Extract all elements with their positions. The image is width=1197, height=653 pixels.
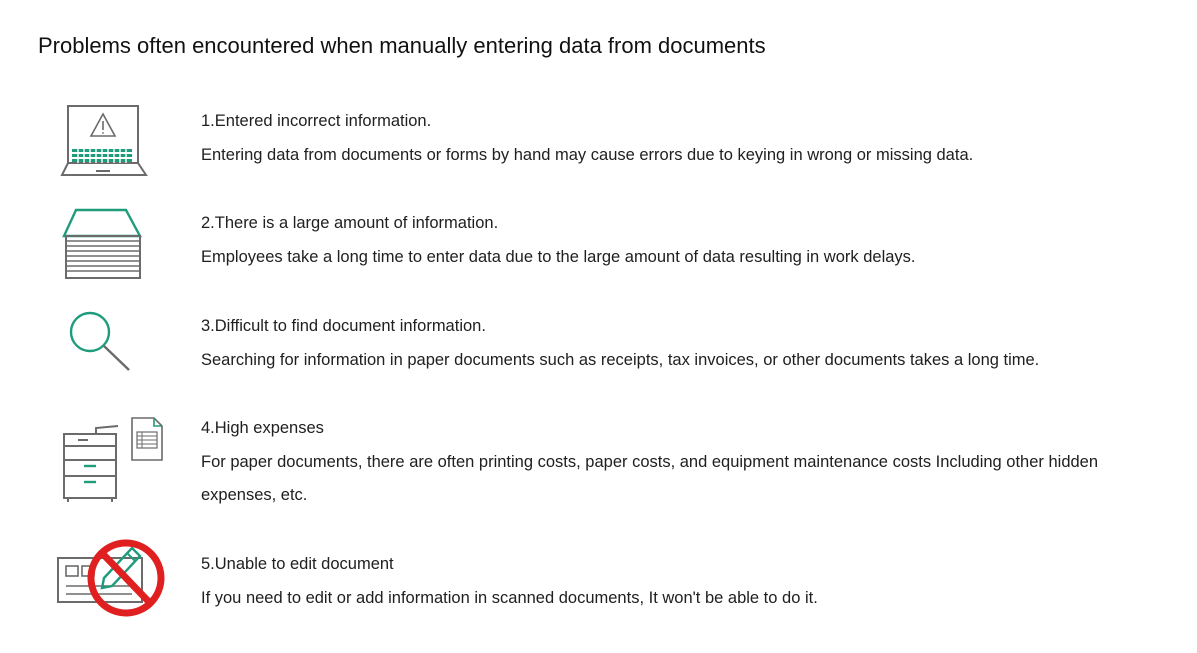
problem-title-2: 2.There is a large amount of information. [201, 214, 499, 232]
problem-description-1: Entering data from documents or forms by hand may cause errors due to keying in wrong or missing data. [201, 146, 974, 164]
problem-title-3: 3.Difficult to find document information. [201, 317, 486, 335]
problem-title-5: 5.Unable to edit document [201, 555, 394, 573]
paper-stack-icon [62, 206, 146, 282]
problem-description-4: For paper documents, there are often printing costs, paper costs, and equipment maintenance costs Including other hidden expenses, etc. [201, 453, 1099, 504]
printer-document-icon [56, 414, 168, 504]
magnifier-icon [66, 308, 136, 376]
problem-description-2: Employees take a long time to enter data due to the large amount of data resulting in work delays. [201, 248, 916, 266]
problem-description-5: If you need to edit or add information in scanned documents, It won't be able to do it. [201, 589, 818, 607]
problem-title-4: 4.High expenses [201, 419, 324, 437]
page-title: Problems often encountered when manually entering data from documents [38, 33, 766, 58]
no-edit-icon [56, 536, 176, 622]
problem-title-1: 1.Entered incorrect information. [201, 112, 432, 130]
laptop-warning-icon [60, 102, 150, 180]
problem-description-3: Searching for information in paper documents such as receipts, tax invoices, or other documents takes a long time. [201, 351, 1040, 369]
